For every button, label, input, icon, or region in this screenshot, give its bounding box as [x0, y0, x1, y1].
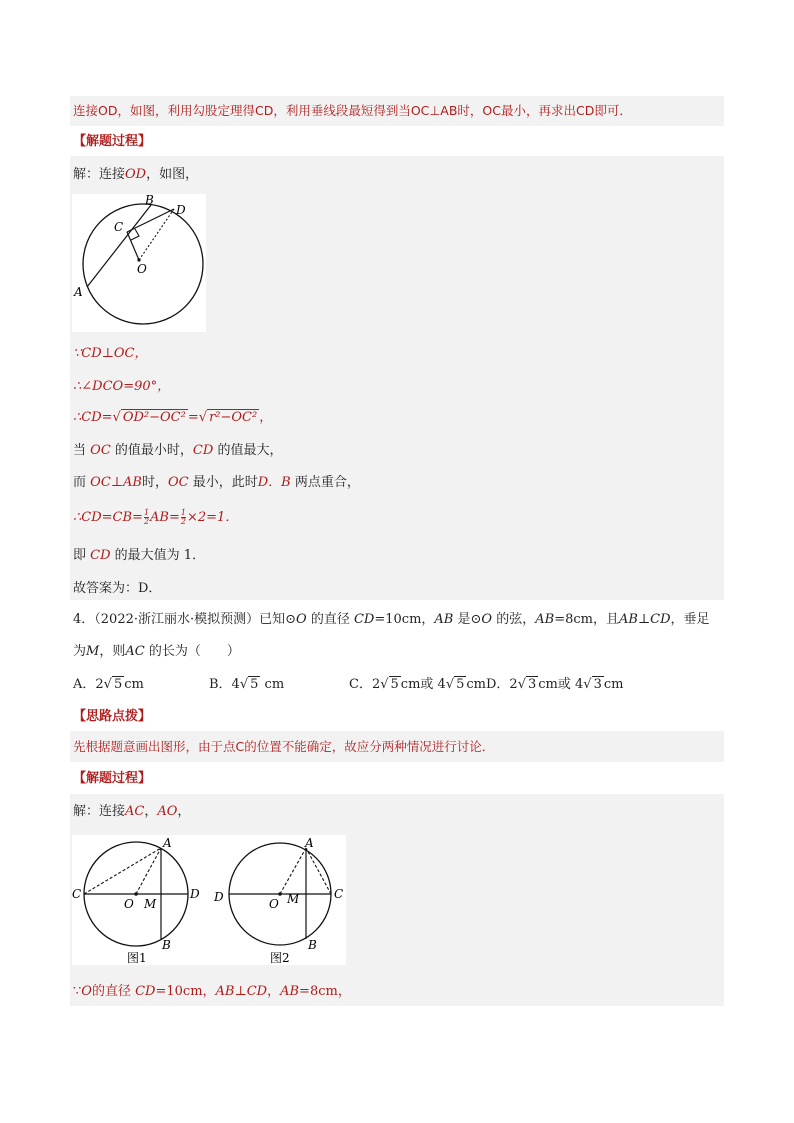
- step-1: ∵CD⊥OC，: [73, 346, 148, 361]
- step5-e: 最小，此时: [192, 475, 258, 490]
- last-c: 的直径: [91, 984, 131, 999]
- hint-text-1: 连接OD，如图，利用勾股定理得CD，利用垂线段最短得到当OC⊥AB时，OC最小，再求出CD即可．: [73, 103, 632, 118]
- fig2-label-b: B: [308, 938, 317, 952]
- intro2-var1: AC: [125, 804, 145, 819]
- fraction-half-1: [144, 509, 149, 526]
- fig2-label-c: C: [334, 887, 344, 901]
- q4-line2-d: AC: [125, 644, 145, 659]
- fig2-label-d: D: [214, 890, 224, 904]
- sqrt-sign: √: [103, 677, 112, 692]
- fig2-caption: 图2: [270, 951, 290, 965]
- last-i: =8cm，: [299, 984, 351, 999]
- sqrt-sign: √: [380, 677, 389, 692]
- label-c: C: [114, 220, 124, 234]
- q4-line2-b: M: [86, 644, 100, 659]
- q4-j: AB: [535, 612, 555, 627]
- last-d: CD: [135, 984, 156, 999]
- fig1-label-b: B: [162, 938, 171, 952]
- frac2-den: 2: [180, 517, 186, 526]
- sqrt-sign: √: [583, 677, 592, 692]
- fig1-label-d: D: [190, 887, 200, 901]
- q4-m: ，垂足: [670, 612, 710, 627]
- q4-c: 的直径: [310, 612, 350, 627]
- thinking-header-2: 【思路点拨】: [73, 709, 152, 724]
- option-c-mid: cm或 4: [400, 677, 446, 692]
- last-h: AB: [280, 984, 300, 999]
- label-a: A: [74, 285, 83, 299]
- option-b-pre: B．4: [209, 677, 240, 692]
- option-b-radicand: 5: [250, 677, 259, 692]
- option-a: [73, 676, 144, 694]
- q4-d: CD: [353, 612, 375, 627]
- circle-figure-1: [72, 194, 206, 332]
- fig2-segment-ao: [280, 848, 306, 894]
- step4-d: CD: [192, 443, 214, 458]
- label-d: D: [176, 203, 186, 217]
- sqrt-sign: √: [517, 677, 526, 692]
- fig1-point-o: [134, 892, 138, 896]
- fig2-label-a: A: [305, 836, 314, 850]
- solution-header-2: 【解题过程】: [73, 771, 152, 786]
- option-c-radicand-2: 5: [456, 677, 465, 692]
- option-c-unit: cm: [466, 677, 486, 692]
- intro2-sep: ，: [144, 804, 158, 819]
- step3-end: ，: [259, 410, 273, 425]
- figure-1: [72, 836, 200, 965]
- q4-line2-c: ，则: [99, 644, 126, 659]
- q4-a: 4．（2022·浙江丽水·模拟预测）已知⊙: [73, 612, 297, 627]
- q4-i: 的弦，: [496, 612, 536, 627]
- fig1-label-o: O: [124, 897, 134, 911]
- step3-radicand-2: r²−OC²: [209, 410, 258, 425]
- segment-od-dashed: [139, 209, 174, 260]
- fig1-label-m: M: [144, 897, 157, 911]
- question-4-options: [73, 676, 693, 694]
- fig1-segment-ac: [84, 848, 161, 894]
- solution-intro-1: [73, 166, 198, 184]
- step5-g: 两点重合，: [294, 475, 360, 490]
- option-b: [209, 676, 284, 694]
- frac2-num: 1: [180, 508, 186, 517]
- last-b: O: [81, 984, 92, 999]
- step5-d: OC: [167, 475, 189, 490]
- intro-prefix: 解：连接: [73, 167, 126, 182]
- frac1-num: 1: [143, 508, 150, 517]
- intro-suffix: ，如图，: [146, 167, 199, 182]
- step4-e: 的值最大，: [217, 443, 283, 458]
- fig1-label-c: C: [72, 887, 82, 901]
- sqrt-sign-1: √: [112, 410, 121, 425]
- intro2-var2: AO: [157, 804, 178, 819]
- q4-l: AB⊥CD: [618, 612, 671, 627]
- step3-radicand-1: OD²−OC²: [122, 410, 186, 425]
- step7-a: 即: [73, 548, 87, 563]
- q4-line2-e: 的长为（ ）: [148, 644, 240, 659]
- step-5: [73, 474, 360, 492]
- step4-b: OC: [90, 443, 111, 458]
- step3-eq: =: [187, 410, 199, 425]
- q4-line2-a: 为: [73, 644, 87, 659]
- option-a-pre: A．2: [73, 677, 104, 692]
- step-2: ∴∠DCO=90°，: [73, 379, 171, 394]
- q4-b: O: [296, 612, 307, 627]
- figure-2: [213, 836, 343, 965]
- label-o: O: [137, 262, 147, 276]
- step5-a: 而: [73, 475, 87, 490]
- q4-e: =10cm，: [374, 612, 435, 627]
- segment-oc: [127, 232, 139, 260]
- fraction-half-2: [181, 509, 186, 526]
- frac1-den: 2: [143, 517, 150, 526]
- solution-last-line-2: [73, 983, 351, 1001]
- step6-c: ×2=1．: [186, 510, 239, 525]
- step3-lhs: ∴CD=: [73, 410, 113, 425]
- fig2-label-o: O: [269, 897, 279, 911]
- option-a-unit: cm: [124, 677, 144, 692]
- option-d: [486, 676, 623, 694]
- q4-h: O: [481, 612, 493, 627]
- step5-c: 时，: [141, 475, 168, 490]
- fig1-label-a: A: [163, 836, 172, 850]
- sqrt-sign-2: √: [198, 410, 208, 425]
- solution-intro-2: [73, 803, 190, 821]
- q4-g: 是⊙: [457, 612, 482, 627]
- intro2-prefix: 解：连接: [73, 804, 126, 819]
- fig2-point-o: [278, 892, 282, 896]
- option-d-radicand-2: 3: [593, 677, 602, 692]
- solution-header-1: 【解题过程】: [73, 134, 152, 149]
- sqrt-sign: √: [239, 677, 249, 692]
- step5-b: OC⊥AB: [90, 475, 142, 490]
- option-d-radicand-1: 3: [528, 677, 537, 692]
- step-7: [73, 547, 205, 565]
- fig2-segment-ac: [306, 848, 331, 894]
- question-4-line-1: [73, 611, 710, 629]
- step-4: [73, 442, 282, 460]
- q4-k: =8cm，且: [554, 612, 619, 627]
- intro2-suffix: ，: [177, 804, 191, 819]
- question-4-line-2: [73, 643, 240, 661]
- option-d-unit: cm: [603, 677, 624, 692]
- option-d-mid: cm或 4: [538, 677, 584, 692]
- circle-diagram-1: [72, 194, 206, 332]
- step7-c: 的最大值为 1．: [114, 548, 206, 563]
- step-8: 故答案为：D．: [73, 581, 162, 596]
- step-3: [73, 409, 272, 427]
- step-6: [73, 509, 238, 527]
- fig1-caption: 图1: [127, 951, 147, 965]
- step4-c: 的值最小时，: [114, 443, 193, 458]
- label-b: B: [145, 194, 154, 207]
- q4-f: AB: [434, 612, 454, 627]
- fig2-label-m: M: [287, 892, 300, 906]
- last-g: ，: [267, 984, 281, 999]
- option-d-pre: D．2: [486, 677, 518, 692]
- last-e: =10cm，: [155, 984, 216, 999]
- intro-var: OD: [125, 167, 147, 182]
- option-c-radicand-1: 5: [390, 677, 399, 692]
- option-b-unit: cm: [260, 677, 285, 692]
- step5-f: D．B: [257, 475, 291, 490]
- circle-figures-2: [72, 835, 346, 965]
- last-f: AB⊥CD: [215, 984, 268, 999]
- hint-text-2: 先根据题意画出图形，由于点C的位置不能确定，故应分两种情况进行讨论．: [73, 739, 495, 754]
- step6-a: ∴CD=CB=: [73, 510, 143, 525]
- option-c: [349, 676, 486, 694]
- step4-a: 当: [73, 443, 87, 458]
- sqrt-sign: √: [445, 677, 455, 692]
- right-angle-mark: [131, 229, 139, 240]
- last-a: ∵: [73, 984, 82, 999]
- circle-diagrams-2: [72, 835, 346, 965]
- step6-b: AB=: [150, 510, 180, 525]
- option-c-pre: C．2: [349, 677, 381, 692]
- segment-cd: [127, 209, 174, 232]
- step7-b: CD: [90, 548, 111, 563]
- option-a-radicand: 5: [113, 677, 123, 692]
